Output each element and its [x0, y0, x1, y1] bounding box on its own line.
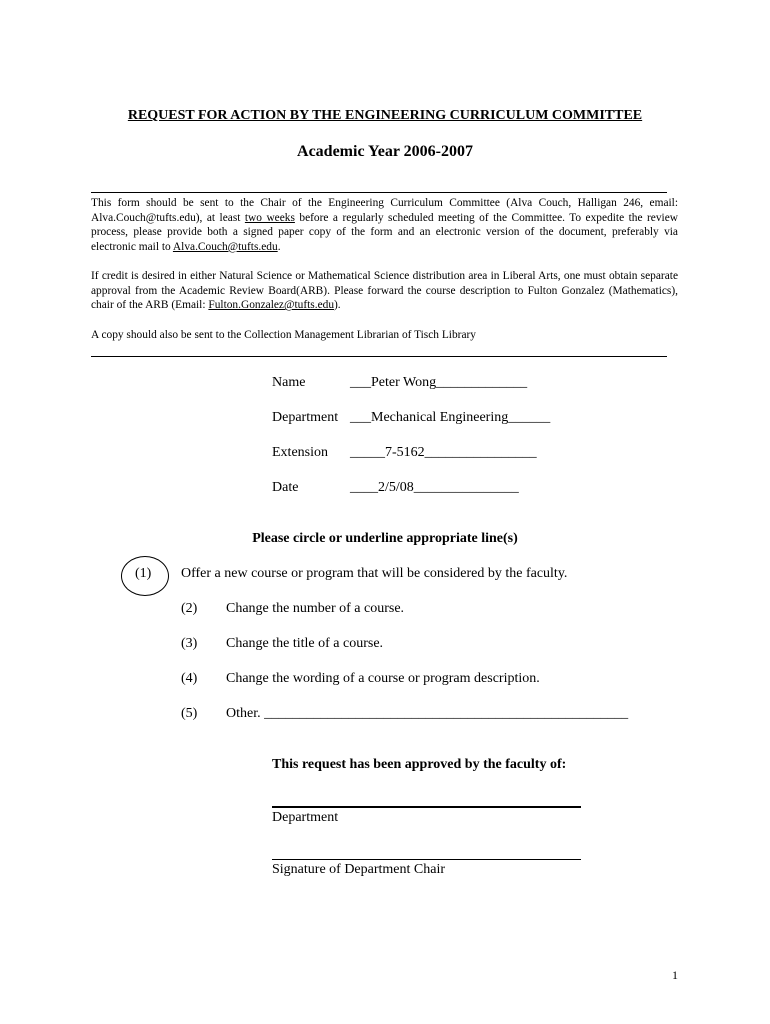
- instructions-text: ).: [334, 299, 341, 312]
- form-title: REQUEST FOR ACTION BY THE ENGINEERING CURRICULUM COMMITTEE: [127, 108, 643, 123]
- option-5-number[interactable]: (5): [181, 706, 198, 721]
- bottom-divider: [91, 356, 667, 357]
- top-divider: [91, 192, 667, 193]
- option-1-text[interactable]: Offer a new course or program that will be considered by the faculty.: [181, 566, 568, 581]
- approval-heading: This request has been approved by the faculty of:: [272, 757, 567, 772]
- arb-email-link[interactable]: Fulton.Gonzalez@tufts.edu: [208, 299, 335, 312]
- option-1-number[interactable]: (1): [135, 566, 152, 581]
- page-number: 1: [672, 968, 678, 982]
- option-2-text[interactable]: Change the number of a course.: [226, 601, 405, 616]
- instructions-text: This form should be sent to the Chair of the Engineering Curriculum Committee (Alva Couch, Halligan 246, email: Alva.Couch@tufts.edu), at least: [91, 197, 678, 224]
- department-signature-line[interactable]: [272, 806, 581, 808]
- name-label: Name: [272, 375, 306, 390]
- option-3-number[interactable]: (3): [181, 636, 198, 651]
- extension-field[interactable]: _____7-5162________________: [350, 445, 537, 460]
- instructions-paragraph-2: [91, 269, 678, 313]
- department-field[interactable]: ___Mechanical Engineering______: [350, 410, 551, 425]
- chair-signature-line[interactable]: [272, 859, 581, 860]
- name-field[interactable]: ___Peter Wong_____________: [350, 375, 528, 390]
- option-4-text[interactable]: Change the wording of a course or program description.: [226, 671, 540, 686]
- option-5-other-field[interactable]: Other. ____________________________________________________: [226, 706, 629, 721]
- options-heading: Please circle or underline appropriate line(s): [252, 531, 518, 546]
- instructions-paragraph-1: [91, 196, 678, 254]
- instructions-text: If credit is desired in either Natural Science or Mathematical Science distribution area in Liberal Arts, one must obtain separate approval from the Academic Review Board(ARB). Please forward the course description to Fulton Gonzalez (Mathematics), chair of the ARB (Email:: [91, 270, 678, 312]
- academic-year: Academic Year 2006-2007: [297, 143, 473, 160]
- instructions-text: .: [277, 240, 281, 253]
- department-label: Department: [272, 410, 339, 425]
- instructions-paragraph-3: A copy should also be sent to the Collection Management Librarian of Tisch Library: [91, 329, 476, 341]
- two-weeks-emphasis: two weeks: [244, 211, 295, 224]
- option-2-number[interactable]: (2): [181, 601, 198, 616]
- chair-email-link[interactable]: Alva.Couch@tufts.edu: [172, 240, 278, 253]
- option-3-text[interactable]: Change the title of a course.: [226, 636, 384, 651]
- chair-signature-label: Signature of Department Chair: [272, 862, 446, 877]
- extension-label: Extension: [272, 445, 328, 460]
- date-label: Date: [272, 480, 299, 495]
- option-4-number[interactable]: (4): [181, 671, 198, 686]
- instructions-text: before a regularly scheduled meeting of the Committee. To expedite the review process, please provide both a signed paper copy of the form and an electronic version of the document, preferably via electronic mail to: [91, 211, 678, 253]
- date-field[interactable]: ____2/5/08_______________: [350, 480, 519, 495]
- department-signature-label: Department: [272, 810, 339, 825]
